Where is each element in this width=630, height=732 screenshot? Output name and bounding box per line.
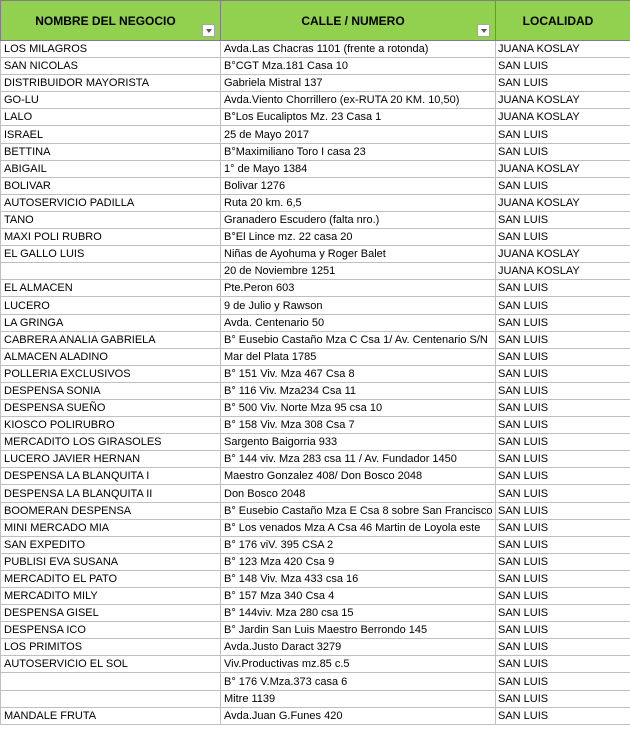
filter-dropdown-icon[interactable] bbox=[202, 24, 215, 37]
table-row bbox=[1, 126, 630, 143]
cell-localidad[interactable]: SAN LUIS bbox=[496, 451, 630, 468]
cell-negocio[interactable]: DESPENSA LA BLANQUITA II bbox=[1, 485, 221, 502]
cell-localidad[interactable]: SAN LUIS bbox=[496, 75, 630, 92]
cell-calle[interactable]: Avda.Juan G.Funes 420 bbox=[221, 707, 496, 724]
cell-localidad[interactable]: SAN LUIS bbox=[496, 348, 630, 365]
cell-localidad[interactable]: SAN LUIS bbox=[496, 622, 630, 639]
cell-negocio[interactable]: BETTINA bbox=[1, 143, 221, 160]
table-row bbox=[1, 143, 630, 160]
cell-localidad[interactable]: SAN LUIS bbox=[496, 707, 630, 724]
header-negocio[interactable] bbox=[1, 1, 221, 41]
cell-calle[interactable]: B° Eusebio Castaño Mza C Csa 1/ Av. Centenario S/N bbox=[221, 331, 496, 348]
cell-negocio[interactable]: DESPENSA GISEL bbox=[1, 605, 221, 622]
cell-calle[interactable]: 1° de Mayo 1384 bbox=[221, 160, 496, 177]
cell-negocio[interactable]: MERCADITO MILY bbox=[1, 588, 221, 605]
cell-negocio[interactable]: DESPENSA LA BLANQUITA I bbox=[1, 468, 221, 485]
header-row bbox=[1, 1, 630, 41]
cell-calle[interactable]: B° 157 Mza 340 Csa 4 bbox=[221, 588, 496, 605]
cell-localidad[interactable]: SAN LUIS bbox=[496, 58, 630, 75]
cell-calle[interactable]: Bolivar 1276 bbox=[221, 177, 496, 194]
cell-negocio[interactable]: MERCADITO EL PATO bbox=[1, 570, 221, 587]
cell-localidad[interactable]: SAN LUIS bbox=[496, 314, 630, 331]
cell-calle[interactable]: Viv.Productivas mz.85 c.5 bbox=[221, 656, 496, 673]
table-row bbox=[1, 399, 630, 416]
header-calle[interactable] bbox=[221, 1, 496, 41]
cell-negocio[interactable]: MAXI POLI RUBRO bbox=[1, 229, 221, 246]
table-row bbox=[1, 502, 630, 519]
cell-negocio[interactable]: LUCERO bbox=[1, 297, 221, 314]
cell-localidad[interactable]: JUANA KOSLAY bbox=[496, 263, 630, 280]
cell-calle[interactable]: B° 500 Viv. Norte Mza 95 csa 10 bbox=[221, 399, 496, 416]
table-row bbox=[1, 553, 630, 570]
table-row bbox=[1, 656, 630, 673]
cell-localidad[interactable]: SAN LUIS bbox=[496, 229, 630, 246]
cell-negocio[interactable]: EL GALLO LUIS bbox=[1, 246, 221, 263]
cell-localidad[interactable]: SAN LUIS bbox=[496, 365, 630, 382]
cell-localidad[interactable]: SAN LUIS bbox=[496, 468, 630, 485]
table-row bbox=[1, 297, 630, 314]
cell-localidad[interactable]: SAN LUIS bbox=[496, 656, 630, 673]
cell-localidad[interactable]: SAN LUIS bbox=[496, 519, 630, 536]
cell-calle[interactable]: B° 176 V.Mza.373 casa 6 bbox=[221, 673, 496, 690]
table-row bbox=[1, 365, 630, 382]
cell-negocio[interactable]: DESPENSA SUEÑO bbox=[1, 399, 221, 416]
table-row bbox=[1, 280, 630, 297]
table-row bbox=[1, 229, 630, 246]
cell-localidad[interactable]: SAN LUIS bbox=[496, 588, 630, 605]
table-row bbox=[1, 451, 630, 468]
cell-negocio[interactable]: PUBLISI EVA SUSANA bbox=[1, 553, 221, 570]
cell-calle[interactable]: Avda.Justo Daract 3279 bbox=[221, 639, 496, 656]
cell-negocio[interactable]: AUTOSERVICIO PADILLA bbox=[1, 194, 221, 211]
cell-calle[interactable]: Sargento Baigorria 933 bbox=[221, 434, 496, 451]
cell-localidad[interactable]: SAN LUIS bbox=[496, 536, 630, 553]
cell-negocio[interactable]: BOLIVAR bbox=[1, 177, 221, 194]
cell-calle[interactable]: B° 123 Mza 420 Csa 9 bbox=[221, 553, 496, 570]
cell-calle[interactable]: B° Jardin San Luis Maestro Berrondo 145 bbox=[221, 622, 496, 639]
cell-localidad[interactable]: SAN LUIS bbox=[496, 485, 630, 502]
cell-localidad[interactable]: SAN LUIS bbox=[496, 690, 630, 707]
cell-calle[interactable]: Avda. Centenario 50 bbox=[221, 314, 496, 331]
cell-calle[interactable]: 9 de Julio y Rawson bbox=[221, 297, 496, 314]
header-calle-label: CALLE / NUMERO bbox=[301, 13, 405, 28]
cell-localidad[interactable]: JUANA KOSLAY bbox=[496, 41, 630, 58]
cell-negocio[interactable] bbox=[1, 673, 221, 690]
table-row bbox=[1, 314, 630, 331]
table-row bbox=[1, 434, 630, 451]
cell-negocio[interactable]: DESPENSA SONIA bbox=[1, 382, 221, 399]
cell-localidad[interactable]: SAN LUIS bbox=[496, 502, 630, 519]
cell-negocio[interactable]: POLLERIA EXCLUSIVOS bbox=[1, 365, 221, 382]
header-localidad[interactable] bbox=[496, 1, 630, 41]
cell-calle[interactable]: Pte.Peron 603 bbox=[221, 280, 496, 297]
cell-localidad[interactable]: JUANA KOSLAY bbox=[496, 194, 630, 211]
cell-negocio[interactable]: BOOMERAN DESPENSA bbox=[1, 502, 221, 519]
cell-calle[interactable]: B°CGT Mza.181 Casa 10 bbox=[221, 58, 496, 75]
table-row bbox=[1, 331, 630, 348]
table-row bbox=[1, 109, 630, 126]
header-negocio-label: NOMBRE DEL NEGOCIO bbox=[35, 13, 176, 28]
cell-negocio[interactable]: TANO bbox=[1, 211, 221, 228]
table-row bbox=[1, 263, 630, 280]
cell-calle[interactable]: B° 158 Viv. Mza 308 Csa 7 bbox=[221, 417, 496, 434]
cell-negocio[interactable] bbox=[1, 263, 221, 280]
cell-calle[interactable]: Avda.Viento Chorrillero (ex-RUTA 20 KM. 10,50) bbox=[221, 92, 496, 109]
table-row bbox=[1, 468, 630, 485]
cell-negocio[interactable]: LOS PRIMITOS bbox=[1, 639, 221, 656]
table-row bbox=[1, 605, 630, 622]
cell-localidad[interactable]: SAN LUIS bbox=[496, 177, 630, 194]
cell-localidad[interactable]: SAN LUIS bbox=[496, 639, 630, 656]
table-row bbox=[1, 75, 630, 92]
cell-localidad[interactable]: SAN LUIS bbox=[496, 553, 630, 570]
table-row bbox=[1, 194, 630, 211]
cell-calle[interactable]: Avda.Las Chacras 1101 (frente a rotonda) bbox=[221, 41, 496, 58]
cell-calle[interactable]: 25 de Mayo 2017 bbox=[221, 126, 496, 143]
cell-localidad[interactable]: SAN LUIS bbox=[496, 673, 630, 690]
table-row bbox=[1, 639, 630, 656]
table-row bbox=[1, 211, 630, 228]
cell-negocio[interactable]: ALMACEN ALADINO bbox=[1, 348, 221, 365]
cell-negocio[interactable]: MINI MERCADO MIA bbox=[1, 519, 221, 536]
cell-localidad[interactable]: SAN LUIS bbox=[496, 126, 630, 143]
header-localidad-label: LOCALIDAD bbox=[522, 13, 594, 28]
cell-negocio[interactable]: LOS MILAGROS bbox=[1, 41, 221, 58]
cell-calle[interactable]: B° 144 viv. Mza 283 csa 11 / Av. Fundador 1450 bbox=[221, 451, 496, 468]
table-row bbox=[1, 707, 630, 724]
cell-calle[interactable]: Don Bosco 2048 bbox=[221, 485, 496, 502]
cell-negocio[interactable]: CABRERA ANALIA GABRIELA bbox=[1, 331, 221, 348]
cell-calle[interactable]: 20 de Noviembre 1251 bbox=[221, 263, 496, 280]
table-row bbox=[1, 92, 630, 109]
table-row bbox=[1, 622, 630, 639]
table-row bbox=[1, 41, 630, 58]
table-row bbox=[1, 519, 630, 536]
table-row bbox=[1, 160, 630, 177]
table-row bbox=[1, 536, 630, 553]
cell-negocio[interactable]: LALO bbox=[1, 109, 221, 126]
table-row bbox=[1, 417, 630, 434]
table-row bbox=[1, 246, 630, 263]
cell-localidad[interactable]: SAN LUIS bbox=[496, 297, 630, 314]
cell-negocio[interactable]: EL ALMACEN bbox=[1, 280, 221, 297]
cell-negocio[interactable]: LUCERO JAVIER HERNAN bbox=[1, 451, 221, 468]
cell-calle[interactable]: Maestro Gonzalez 408/ Don Bosco 2048 bbox=[221, 468, 496, 485]
table-row bbox=[1, 570, 630, 587]
cell-calle[interactable]: Mitre 1139 bbox=[221, 690, 496, 707]
cell-calle[interactable]: Niñas de Ayohuma y Roger Balet bbox=[221, 246, 496, 263]
cell-calle[interactable]: B°Maximiliano Toro I casa 23 bbox=[221, 143, 496, 160]
cell-localidad[interactable]: SAN LUIS bbox=[496, 605, 630, 622]
cell-negocio[interactable]: ABIGAIL bbox=[1, 160, 221, 177]
cell-negocio[interactable]: KIOSCO POLIRUBRO bbox=[1, 417, 221, 434]
cell-localidad[interactable]: JUANA KOSLAY bbox=[496, 160, 630, 177]
cell-negocio[interactable]: MERCADITO LOS GIRASOLES bbox=[1, 434, 221, 451]
table-row bbox=[1, 348, 630, 365]
cell-negocio[interactable]: MANDALE FRUTA bbox=[1, 707, 221, 724]
cell-localidad[interactable]: SAN LUIS bbox=[496, 382, 630, 399]
cell-localidad[interactable]: SAN LUIS bbox=[496, 570, 630, 587]
cell-negocio[interactable]: DESPENSA ICO bbox=[1, 622, 221, 639]
cell-localidad[interactable]: SAN LUIS bbox=[496, 143, 630, 160]
table-row bbox=[1, 177, 630, 194]
table-row bbox=[1, 588, 630, 605]
cell-negocio[interactable]: GO-LU bbox=[1, 92, 221, 109]
cell-calle[interactable]: B° 148 Viv. Mza 433 csa 16 bbox=[221, 570, 496, 587]
cell-calle[interactable]: B° 116 Viv. Mza234 Csa 11 bbox=[221, 382, 496, 399]
cell-localidad[interactable]: SAN LUIS bbox=[496, 280, 630, 297]
cell-negocio[interactable]: ISRAEL bbox=[1, 126, 221, 143]
cell-calle[interactable]: B° 151 Viv. Mza 467 Csa 8 bbox=[221, 365, 496, 382]
cell-negocio[interactable]: DISTRIBUIDOR MAYORISTA bbox=[1, 75, 221, 92]
cell-calle[interactable]: B° Eusebio Castaño Mza E Csa 8 sobre San Francisco bbox=[221, 502, 496, 519]
filter-dropdown-icon[interactable] bbox=[477, 24, 490, 37]
cell-negocio[interactable]: AUTOSERVICIO EL SOL bbox=[1, 656, 221, 673]
table-row bbox=[1, 58, 630, 75]
cell-localidad[interactable]: SAN LUIS bbox=[496, 399, 630, 416]
cell-calle[interactable]: B°El Lince mz. 22 casa 20 bbox=[221, 229, 496, 246]
cell-calle[interactable]: Ruta 20 km. 6,5 bbox=[221, 194, 496, 211]
cell-localidad[interactable]: JUANA KOSLAY bbox=[496, 92, 630, 109]
cell-calle[interactable]: B° 176 viV. 395 CSA 2 bbox=[221, 536, 496, 553]
cell-localidad[interactable]: JUANA KOSLAY bbox=[496, 246, 630, 263]
cell-negocio[interactable]: SAN NICOLAS bbox=[1, 58, 221, 75]
table-row bbox=[1, 485, 630, 502]
cell-localidad[interactable]: JUANA KOSLAY bbox=[496, 109, 630, 126]
cell-calle[interactable]: B° 144viv. Mza 280 csa 15 bbox=[221, 605, 496, 622]
cell-calle[interactable]: B°Los Eucaliptos Mz. 23 Casa 1 bbox=[221, 109, 496, 126]
cell-calle[interactable]: B° Los venados Mza A Csa 46 Martin de Loyola este bbox=[221, 519, 496, 536]
cell-negocio[interactable] bbox=[1, 690, 221, 707]
cell-calle[interactable]: Gabriela Mistral 137 bbox=[221, 75, 496, 92]
cell-negocio[interactable]: SAN EXPEDITO bbox=[1, 536, 221, 553]
table-row bbox=[1, 673, 630, 690]
table-row bbox=[1, 690, 630, 707]
table-row bbox=[1, 382, 630, 399]
cell-calle[interactable]: Mar del Plata 1785 bbox=[221, 348, 496, 365]
cell-negocio[interactable]: LA GRINGA bbox=[1, 314, 221, 331]
cell-localidad[interactable]: SAN LUIS bbox=[496, 417, 630, 434]
cell-localidad[interactable]: SAN LUIS bbox=[496, 434, 630, 451]
cell-localidad[interactable]: SAN LUIS bbox=[496, 211, 630, 228]
cell-localidad[interactable]: SAN LUIS bbox=[496, 331, 630, 348]
cell-calle[interactable]: Granadero Escudero (falta nro.) bbox=[221, 211, 496, 228]
